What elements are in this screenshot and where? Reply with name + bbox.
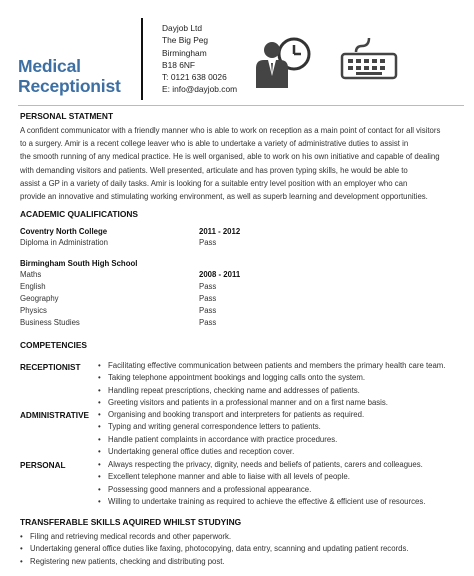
list-item: • Excellent telephone manner and able to liaise with all levels of people. bbox=[98, 471, 468, 483]
list-item: • Organising and booking transport and interpreters for patients as required. bbox=[98, 409, 468, 421]
statement-line: with demanding visitors and patients. Well presented, articulate and has proven typing skills, he would be able to bbox=[20, 165, 408, 175]
school-name: Birmingham South High School bbox=[20, 259, 138, 268]
school-subject: Geography bbox=[20, 294, 59, 303]
list-item: • Greeting visitors and patients in a professional manner and on a first name basis. bbox=[98, 397, 468, 409]
contact-block bbox=[162, 22, 237, 96]
school-subject: Physics bbox=[20, 306, 47, 315]
school-years: 2008 - 2011 bbox=[199, 270, 241, 279]
list-item: • Always respecting the privacy, dignity, needs and beliefs of patients, carers and colleagues. bbox=[98, 459, 468, 471]
transferable-list bbox=[20, 531, 460, 568]
statement-line: A confident communicator with a friendly manner who is able to work on reception as a main point of contact for all visitors bbox=[20, 126, 441, 135]
contact-phone: T: 0121 638 0026 bbox=[162, 72, 227, 83]
keyboard-icon bbox=[338, 36, 400, 82]
list-item: • Handle patient complaints in accordance with practice procedures. bbox=[98, 434, 468, 446]
person-clock-icon bbox=[250, 36, 312, 90]
header-rule bbox=[18, 105, 464, 106]
personal-statement-heading: PERSONAL STATMENT bbox=[20, 111, 114, 121]
school-subject: Maths bbox=[20, 270, 42, 279]
personal-statement-text bbox=[20, 124, 468, 203]
transferable-heading: TRANSFERABLE SKILLS AQUIRED WHILST STUDYING bbox=[20, 517, 242, 527]
college-years: 2011 - 2012 bbox=[199, 227, 241, 236]
competencies-heading: COMPETENCIES bbox=[20, 340, 88, 350]
list-item: • Registering new patients, checking and distributing post. bbox=[20, 556, 460, 568]
statement-line: to a surgery. Amir is a recent college leaver who is able to undertake a variety of administrative duties to assist in bbox=[20, 139, 409, 149]
list-item: • Filing and retrieving medical records and other paperwork. bbox=[20, 531, 460, 543]
college-subject: Diploma in Administration bbox=[20, 238, 108, 247]
school-grade: Pass bbox=[199, 294, 217, 303]
personal-list bbox=[98, 459, 468, 509]
statement-line: the smooth running of any medical practice. He is well organised, able to work on his own initiative and capable of dealing bbox=[20, 152, 440, 162]
title-line-2: Receptionist bbox=[18, 76, 121, 96]
statement-line: provide an innovative and stimulating working environment, as well as superb learning and development opportunities. bbox=[20, 192, 428, 202]
administrative-list bbox=[98, 409, 468, 459]
title-line-1: Medical bbox=[18, 56, 81, 76]
contact-city: Birmingham bbox=[162, 47, 207, 58]
list-item: • Undertaking general office duties and reception cover. bbox=[98, 446, 468, 458]
list-item: • Typing and writing general correspondence letters to patients. bbox=[98, 421, 468, 433]
competency-label-personal: PERSONAL bbox=[20, 461, 66, 470]
school-grade: Pass bbox=[199, 306, 217, 315]
competency-label-administrative: ADMINISTRATIVE bbox=[20, 411, 89, 420]
contact-company: Dayjob Ltd bbox=[162, 23, 203, 33]
receptionist-list bbox=[98, 360, 468, 410]
college-name: Coventry North College bbox=[20, 227, 108, 236]
header-divider bbox=[141, 18, 143, 100]
list-item: • Handling repeat prescriptions, checking name and addresses of patients. bbox=[98, 385, 468, 397]
list-item: • Willing to undertake training as required to achieve the effective & efficient use of resources. bbox=[98, 496, 468, 508]
contact-street: The Big Peg bbox=[162, 35, 209, 46]
school-grade: Pass bbox=[199, 282, 217, 291]
college-grade: Pass bbox=[199, 238, 217, 247]
school-subject: English bbox=[20, 282, 46, 291]
list-item: • Undertaking general office duties like faxing, photocopying, data entry, scanning and updating patient records. bbox=[20, 543, 460, 555]
competency-label-receptionist: RECEPTIONIST bbox=[20, 363, 81, 372]
list-item: • Facilitating effective communication between patients and members the primary health care team. bbox=[98, 360, 468, 372]
contact-email: E: info@dayjob.com bbox=[162, 84, 238, 95]
list-item: • Taking telephone appointment bookings and logging calls onto the system. bbox=[98, 372, 468, 384]
academic-heading: ACADEMIC QUALIFICATIONS bbox=[20, 209, 139, 219]
list-item: • Possessing good manners and a professional appearance. bbox=[98, 484, 468, 496]
statement-line: assist a GP in a variety of daily tasks. Amir is looking for a suitable entry level position with an employer who can bbox=[20, 178, 408, 188]
school-grade: Pass bbox=[199, 318, 217, 327]
contact-postcode: B18 6NF bbox=[162, 59, 196, 70]
school-subject: Business Studies bbox=[20, 318, 80, 327]
